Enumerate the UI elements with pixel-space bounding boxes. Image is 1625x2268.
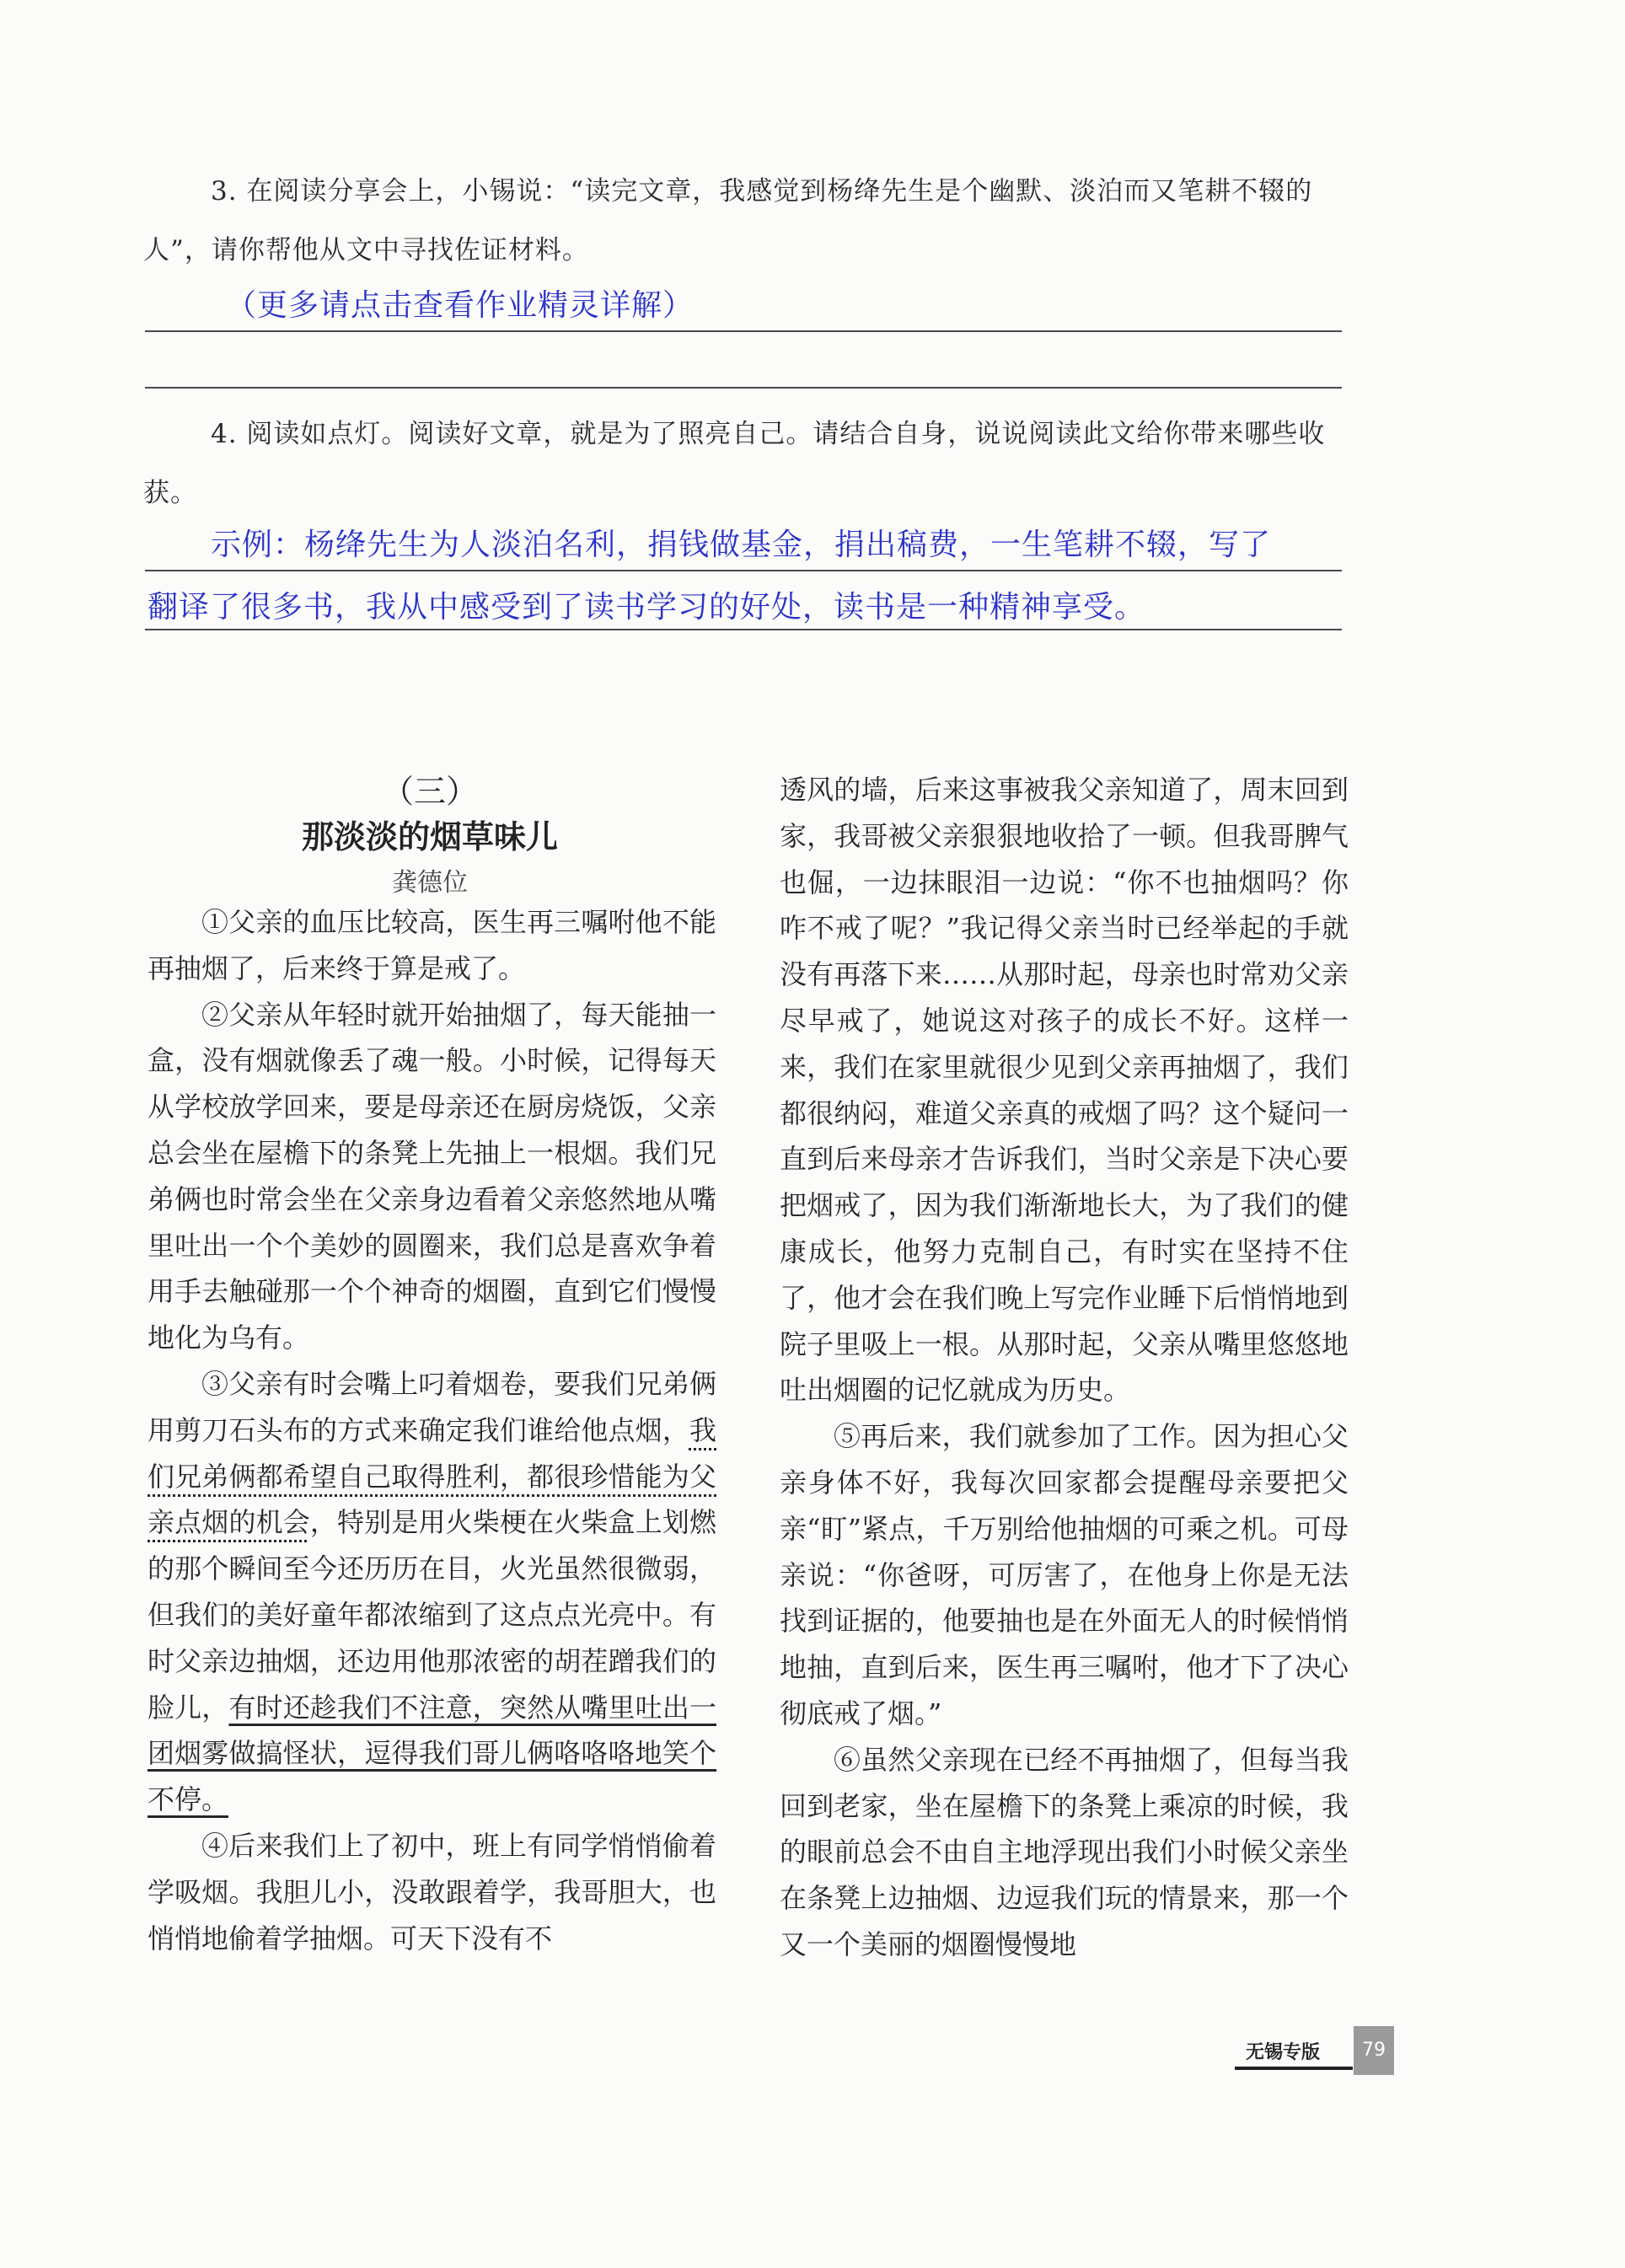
- answer-line-3b: [145, 387, 1342, 389]
- footer-rule: [1235, 2067, 1353, 2070]
- underlined-sentence: 有时还趁我们不注意，突然从嘴里吐出一团烟雾做搞怪状，逗得我们哥儿俩咯咯咯地笑个不停。: [147, 1691, 716, 1816]
- dotted-emphasis: 我们兄弟俩都希望自己取得胜利，都很珍惜能为父亲点烟的机会: [147, 1413, 716, 1539]
- paragraph-4: ④后来我们上了初中，班上有同学悄悄偷着学吸烟。我胆儿小，没敢跟着学，我哥胆大，也悄悄地偷着学抽烟。可天下没有不: [147, 1829, 716, 1954]
- paragraph-1: ①父亲的血压比较高，医生再三嘱咐他不能再抽烟了，后来终于算是戒了。: [147, 906, 716, 984]
- question-4-answer-line2: 翻译了很多书，我从中感受到了读书学习的好处，读书是一种精神享受。: [147, 590, 1146, 625]
- article-right-column: [780, 767, 1349, 1968]
- page-number: 79: [1354, 2026, 1394, 2075]
- answer-line-3a: [145, 330, 1342, 332]
- answer-line-4a: [145, 570, 1342, 571]
- section-number: （三）: [381, 773, 478, 810]
- edition-label: 无锡专版: [1246, 2042, 1321, 2063]
- answer-line-4b: [145, 629, 1342, 630]
- article-author: 龚德位: [392, 868, 468, 898]
- paragraph-3-start: ③父亲有时会嘴上叼着烟卷，要我们兄弟俩用剪刀石头布的方式来确定我们谁给他点烟，: [147, 1367, 716, 1446]
- question-3-answer-link[interactable]: （更多请点击查看作业精灵详解）: [226, 288, 695, 323]
- paragraph-2: ②父亲从年轻时就开始抽烟了，每天能抽一盒，没有烟就像丢了魂一般。小时候，记得每天从学校放学回来，要是母亲还在厨房烧饭，父亲总会坐在屋檐下的条凳上先抽上一根烟。我们兄弟俩也时常会坐在父亲身边看着父亲悠然地从嘴里吐出一个个美妙的圆圈来，我们总是喜欢争着用手去触碰那一个个神奇的烟圈，直到它们慢慢地化为乌有。: [147, 998, 716, 1354]
- paragraph-3-middle: ，特别是用火柴梗在火柴盒上划燃的那个瞬间至今还历历在目，火光虽然很微弱，但我们的美好童年都浓缩到了这点点光亮中。有时父亲边抽烟，还边用他那浓密的胡茬蹭我们的脸儿，: [147, 1506, 716, 1724]
- article-left-column: [147, 899, 716, 1961]
- paragraph-5: ⑤再后来，我们就参加了工作。因为担心父亲身体不好，我每次回家都会提醒母亲要把父亲“盯”紧点，千万别给他抽烟的可乘之机。可母亲说：“你爸呀，可厉害了，在他身上你是无法找到证据的，他要抽也是在外面无人的时候悄悄地抽，直到后来，医生再三嘱咐，他才下了决心彻底戒了烟。”: [780, 1420, 1349, 1729]
- question-4: 4. 阅读如点灯。阅读好文章，就是为了照亮自己。请结合自身，说说阅读此文给你带来哪些收获。: [143, 419, 1326, 508]
- question-3: 3. 在阅读分享会上，小锡说：“读完文章，我感觉到杨绛先生是个幽默、淡泊而又笔耕不辍的人”，请你帮他从文中寻找佐证材料。: [143, 176, 1313, 265]
- article-title: 那淡淡的烟草味儿: [301, 818, 558, 855]
- paragraph-3: [147, 1361, 716, 1823]
- paragraph-6: ⑥虽然父亲现在已经不再抽烟了，但每当我回到老家，坐在屋檐下的条凳上乘凉的时候，我的眼前总会不由自主地浮现出我们小时候父亲坐在条凳上边抽烟、边逗我们玩的情景来，那一个又一个美丽的烟圈慢慢地: [780, 1743, 1349, 1960]
- question-4-answer-line1: 示例：杨绛先生为人淡泊名利，捐钱做基金，捐出稿费，一生笔耕不辍，写了: [211, 528, 1272, 562]
- paragraph-4-continued: 透风的墙，后来这事被我父亲知道了，周末回到家，我哥被父亲狠狠地收拾了一顿。但我哥脾气也倔，一边抹眼泪一边说：“你不也抽烟吗？你咋不戒了呢？”我记得父亲当时已经举起的手就没有再落下来……从那时起，母亲也时常劝父亲尽早戒了，她说这对孩子的成长不好。这样一来，我们在家里就很少见到父亲再抽烟了，我们都很纳闷，难道父亲真的戒烟了吗？这个疑问一直到后来母亲才告诉我们，当时父亲是下决心要把烟戒了，因为我们渐渐地长大，为了我们的健康成长，他努力克制自己，有时实在坚持不住了，他才会在我们晚上写完作业睡下后悄悄地到院子里吸上一根。从那时起，父亲从嘴里悠悠地吐出烟圈的记忆就成为历史。: [780, 774, 1349, 1407]
